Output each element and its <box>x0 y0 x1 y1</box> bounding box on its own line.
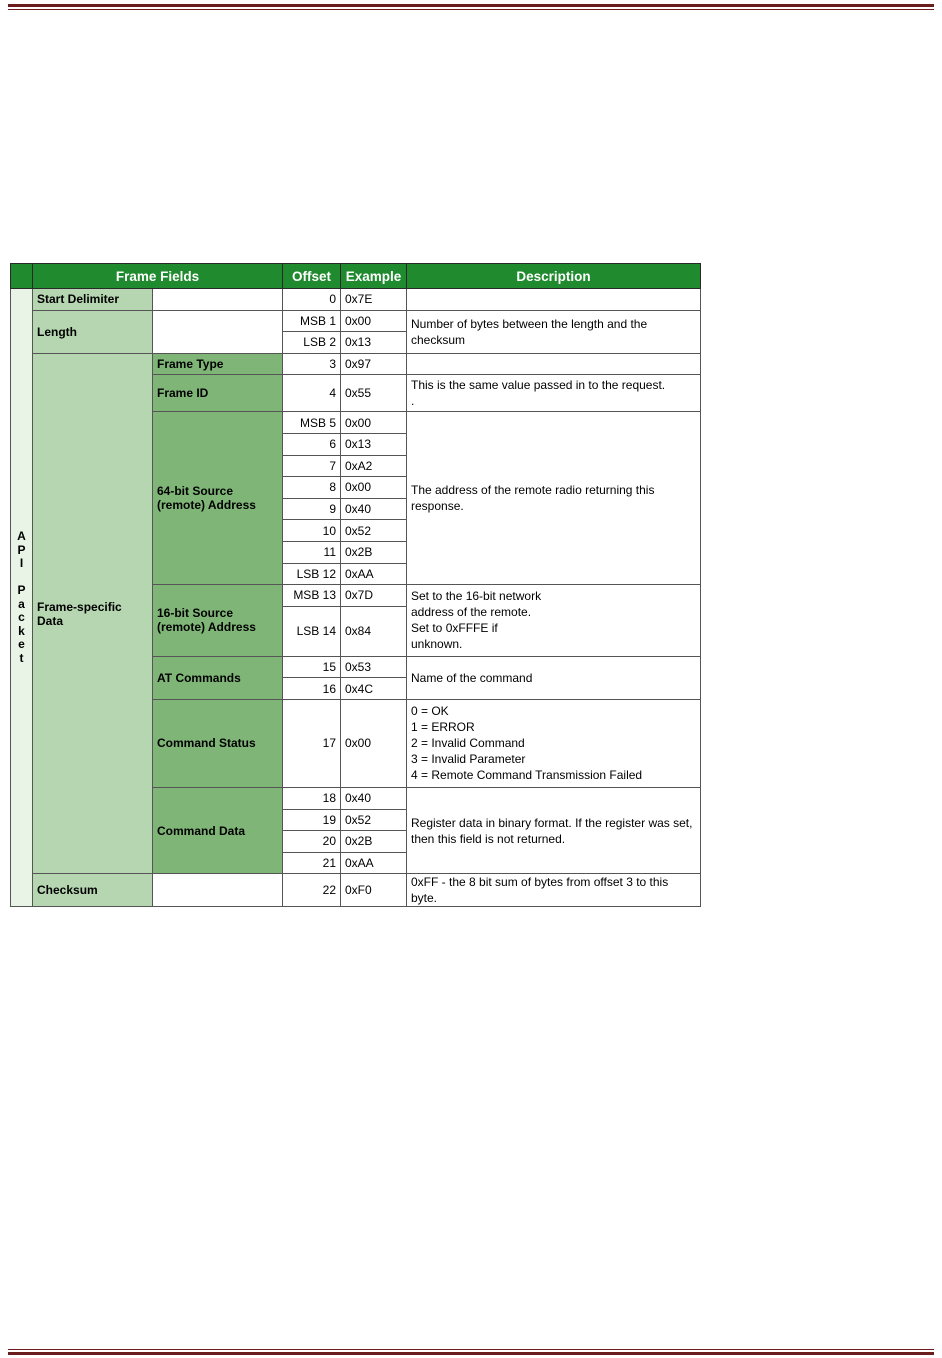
offset-cell: 21 <box>283 852 341 874</box>
offset-cell: 3 <box>283 353 341 375</box>
field-16bit-source-address: 16-bit Source (remote) Address <box>153 585 283 657</box>
example-cell: 0x2B <box>341 831 407 853</box>
description-command-status: 0 = OK 1 = ERROR 2 = Invalid Command 3 = Invalid Parameter 4 = Remote Command Transmission Failed <box>407 699 701 787</box>
offset-cell: MSB 5 <box>283 412 341 434</box>
field-checksum: Checksum <box>33 874 153 907</box>
offset-cell: 7 <box>283 455 341 477</box>
table-row <box>11 874 701 907</box>
top-rule-thick <box>8 4 934 7</box>
api-frame-table <box>10 263 701 907</box>
example-cell: 0x52 <box>341 809 407 831</box>
example-cell: 0x00 <box>341 310 407 332</box>
top-rule-thin <box>8 9 934 10</box>
offset-cell: 18 <box>283 787 341 809</box>
field-start-delimiter: Start Delimiter <box>33 289 153 311</box>
header-example: Example <box>341 264 407 289</box>
example-cell: 0x13 <box>341 332 407 354</box>
example-cell: 0x40 <box>341 787 407 809</box>
offset-cell: 20 <box>283 831 341 853</box>
example-cell: 0x97 <box>341 353 407 375</box>
description-cell <box>407 353 701 375</box>
description-command-data: Register data in binary format. If the register was set, then this field is not returned. <box>407 787 701 873</box>
example-cell: 0xAA <box>341 852 407 874</box>
offset-cell: 6 <box>283 433 341 455</box>
offset-cell: 15 <box>283 656 341 678</box>
blank-cell <box>153 289 283 311</box>
offset-cell: 8 <box>283 477 341 499</box>
table-row <box>11 289 701 311</box>
blank-cell <box>153 310 283 353</box>
description-cell <box>407 289 701 311</box>
field-frame-id: Frame ID <box>153 375 283 412</box>
offset-cell: 19 <box>283 809 341 831</box>
offset-cell: 9 <box>283 498 341 520</box>
example-cell: 0xA2 <box>341 455 407 477</box>
example-cell: 0x00 <box>341 477 407 499</box>
bottom-rule-thin <box>8 1349 934 1350</box>
table-row <box>11 310 701 332</box>
offset-cell: 0 <box>283 289 341 311</box>
field-frame-type: Frame Type <box>153 353 283 375</box>
offset-cell: LSB 14 <box>283 606 341 656</box>
example-cell: 0x00 <box>341 699 407 787</box>
header-row <box>11 264 701 289</box>
description-64bit-source: The address of the remote radio returning this response. <box>407 412 701 585</box>
bottom-rule-thick <box>8 1352 934 1355</box>
example-cell: 0x40 <box>341 498 407 520</box>
header-offset: Offset <box>283 264 341 289</box>
description-length: Number of bytes between the length and the checksum <box>407 310 701 353</box>
header-corner <box>11 264 33 289</box>
example-cell: 0x55 <box>341 375 407 412</box>
offset-cell: 10 <box>283 520 341 542</box>
offset-cell: MSB 13 <box>283 585 341 607</box>
example-cell: 0x7D <box>341 585 407 607</box>
example-cell: 0x53 <box>341 656 407 678</box>
table-row <box>11 353 701 375</box>
header-frame-fields: Frame Fields <box>33 264 283 289</box>
example-cell: 0xF0 <box>341 874 407 907</box>
field-length: Length <box>33 310 153 353</box>
offset-cell: LSB 12 <box>283 563 341 585</box>
field-frame-specific-data: Frame-specific Data <box>33 353 153 874</box>
description-checksum: 0xFF - the 8 bit sum of bytes from offset 3 to this byte. <box>407 874 701 907</box>
example-cell: 0x2B <box>341 541 407 563</box>
offset-cell: MSB 1 <box>283 310 341 332</box>
field-64bit-source-address: 64-bit Source (remote) Address <box>153 412 283 585</box>
field-at-commands: AT Commands <box>153 656 283 699</box>
api-packet-label: A P I P a c k e t <box>11 289 33 907</box>
description-at-commands: Name of the command <box>407 656 701 699</box>
description-16bit-source: Set to the 16-bit network address of the remote. Set to 0xFFFE if unknown. <box>407 585 701 657</box>
example-cell: 0x00 <box>341 412 407 434</box>
description-frame-id: This is the same value passed in to the request. . <box>407 375 701 412</box>
offset-cell: 11 <box>283 541 341 563</box>
offset-cell: LSB 2 <box>283 332 341 354</box>
blank-cell <box>153 874 283 907</box>
example-cell: 0x13 <box>341 433 407 455</box>
field-command-status: Command Status <box>153 699 283 787</box>
example-cell: 0x4C <box>341 678 407 700</box>
offset-cell: 4 <box>283 375 341 412</box>
field-command-data: Command Data <box>153 787 283 873</box>
example-cell: 0x52 <box>341 520 407 542</box>
example-cell: 0x84 <box>341 606 407 656</box>
offset-cell: 17 <box>283 699 341 787</box>
offset-cell: 22 <box>283 874 341 907</box>
offset-cell: 16 <box>283 678 341 700</box>
example-cell: 0x7E <box>341 289 407 311</box>
example-cell: 0xAA <box>341 563 407 585</box>
header-description: Description <box>407 264 701 289</box>
